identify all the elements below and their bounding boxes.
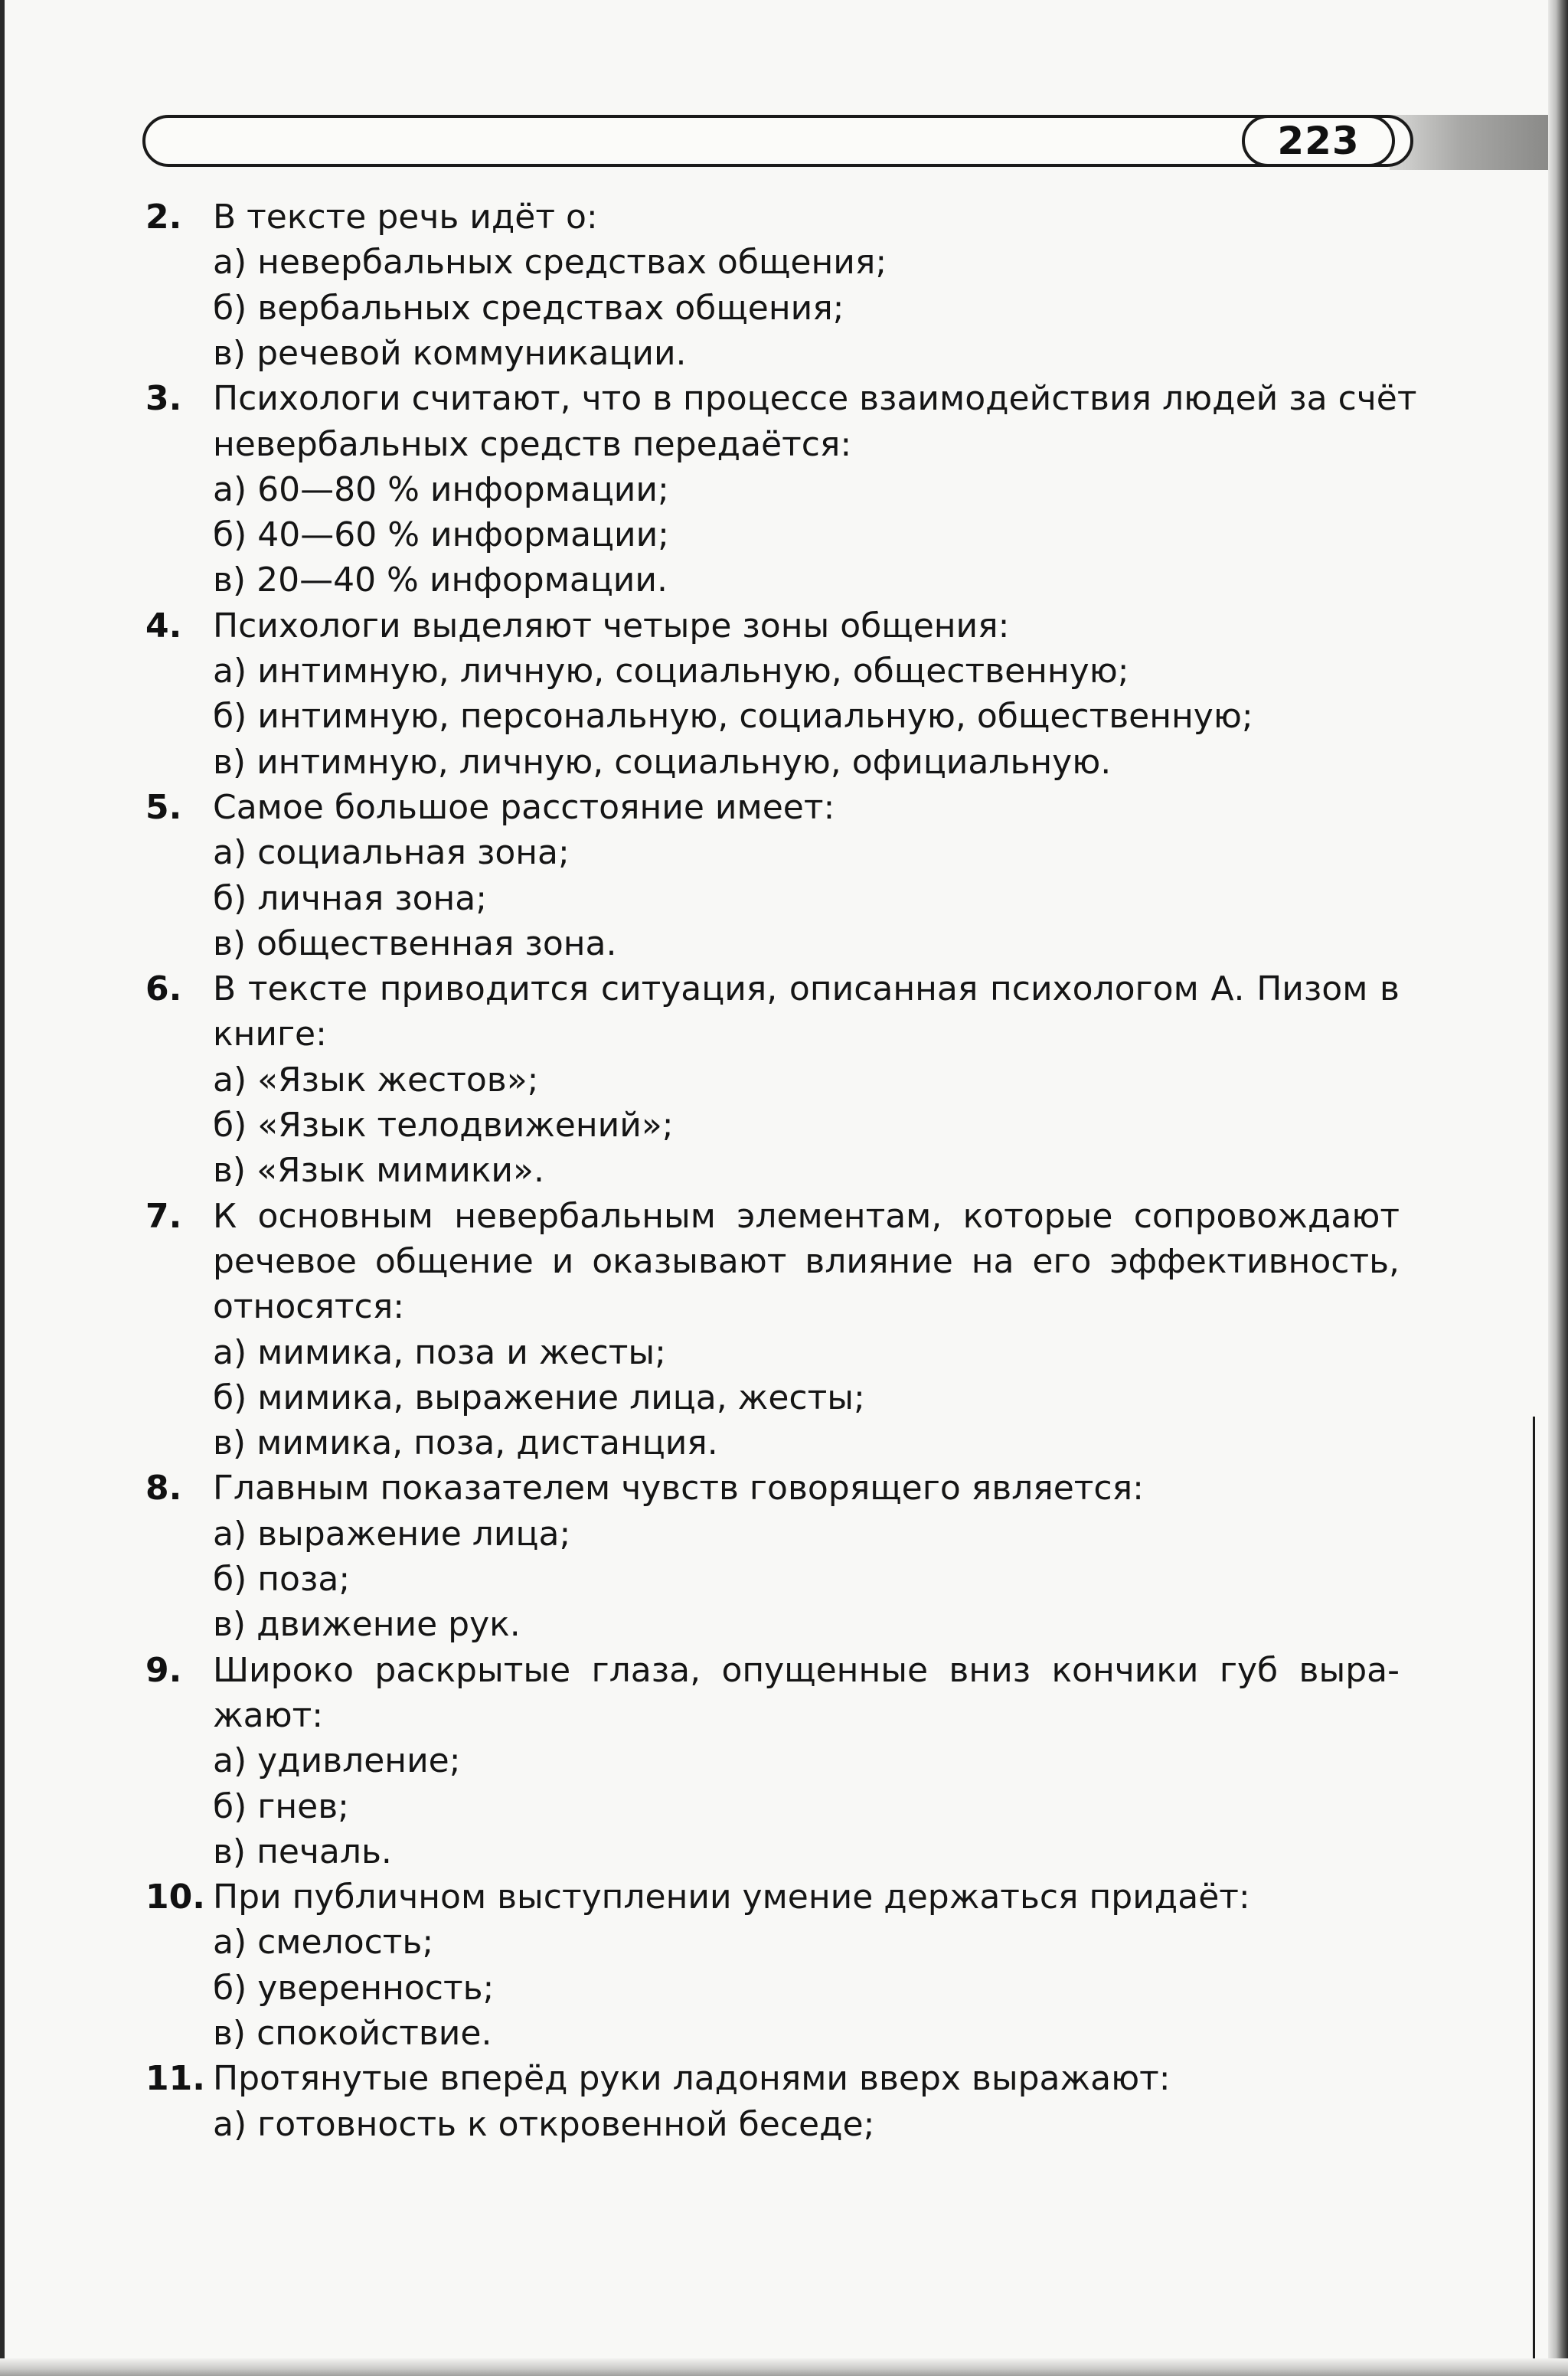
question-number: 11. [145,2059,205,2099]
question-number: 5. [145,787,182,827]
answer-option: а) мимика, поза и жесты; [213,1332,666,1372]
page-binding-line [1533,1417,1535,2376]
question-text: Психологи выделяют четыре зоны общения: [213,606,1010,645]
answer-option: а) «Язык жестов»; [213,1060,539,1100]
question-text: При публичном выступлении умение держаться придаёт: [213,1878,1250,1917]
question-text: Самое большое расстояние имеет: [213,787,835,827]
header-shade [1390,115,1548,170]
question-number: 10. [145,1878,205,1917]
answer-option: в) печаль. [213,1832,392,1871]
question-text: речевое общение и оказывают влияние на его эффективность, [213,1241,1400,1281]
question-number: 6. [145,969,182,1009]
question-text: Психологи считают, что в процессе взаимодействия людей за счёт [213,379,1417,419]
question-text: В тексте речь идёт о: [213,198,598,237]
page-number: 223 [1277,119,1360,163]
question-text: В тексте приводится ситуация, описанная психологом А. Пизом в [213,969,1400,1009]
answer-option: б) поза; [213,1560,351,1599]
answer-option: б) 40—60 % информации; [213,515,669,555]
page-number-box [1242,115,1395,167]
answer-option: в) «Язык мимики». [213,1151,544,1191]
question-number: 3. [145,379,182,419]
answer-option: б) вербальных средствах общения; [213,288,844,328]
question-text: невербальных средств передаётся: [213,424,852,464]
answer-option: а) невербальных средствах общения; [213,243,887,283]
question-text: относятся: [213,1287,405,1327]
answer-option: в) речевой коммуникации. [213,333,687,373]
answer-option: б) уверенность; [213,1968,495,2008]
question-text: жают: [213,1695,324,1735]
question-number: 8. [145,1469,182,1508]
page-left-edge [0,0,5,2376]
answer-option: а) социальная зона; [213,833,570,873]
question-text: Главным показателем чувств говорящего является: [213,1469,1144,1508]
answer-option: в) мимика, поза, дистанция. [213,1423,718,1463]
answer-option: в) интимную, личную, социальную, официальную. [213,742,1112,782]
answer-option: в) движение рук. [213,1605,521,1645]
answer-option: а) смелость; [213,1923,434,1963]
answer-option: а) выражение лица; [213,1514,571,1554]
question-number: 9. [145,1650,182,1690]
answer-option: в) спокойствие. [213,2014,492,2053]
answer-option: а) 60—80 % информации; [213,469,669,509]
question-text: Протянутые вперёд руки ладонями вверх выражают: [213,2059,1171,2099]
answer-option: б) личная зона; [213,878,488,918]
answer-option: б) интимную, персональную, социальную, общественную; [213,697,1253,737]
question-text: книге: [213,1015,327,1054]
page-bottom-edge [0,2358,1568,2376]
answer-option: в) 20—40 % информации. [213,561,668,600]
answer-option: б) «Язык телодвижений»; [213,1106,674,1145]
question-number: 2. [145,198,182,237]
answer-option: а) готовность к откровенной беседе; [213,2104,875,2144]
question-number: 4. [145,606,182,645]
question-text: К основным невербальным элементам, которые сопровождают [213,1196,1400,1236]
answer-option: а) удивление; [213,1741,461,1781]
answer-option: б) гнев; [213,1786,349,1826]
page-right-edge [1548,0,1568,2376]
question-number: 7. [145,1196,182,1236]
answer-option: в) общественная зона. [213,923,617,963]
question-text: Широко раскрытые глаза, опущенные вниз кончики губ выра- [213,1650,1400,1690]
header-bar [142,115,1413,167]
answer-option: а) интимную, личную, социальную, общественную; [213,652,1129,691]
answer-option: б) мимика, выражение лица, жесты; [213,1378,865,1417]
